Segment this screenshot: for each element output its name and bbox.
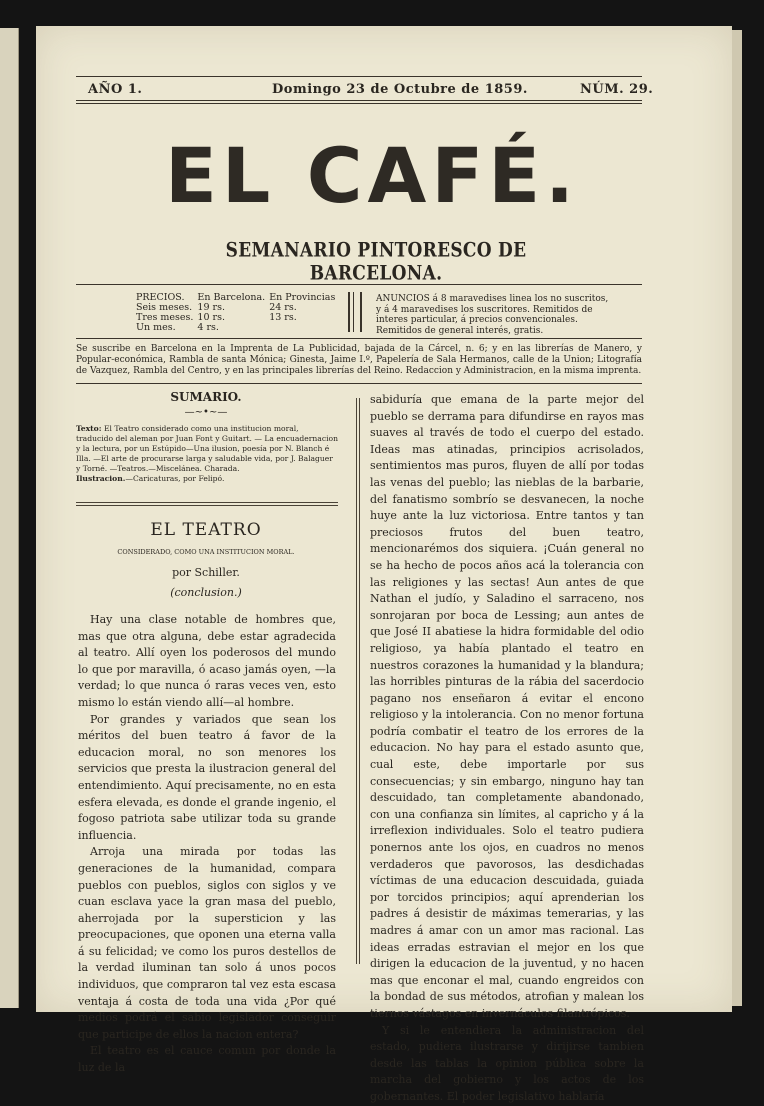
paragraph: Hay una clase notable de hombres que, mas que otra alguna, debe estar agradecida al teatro. Allí oyen los poderosos del mundo lo que por maravilla, ó acaso jamás oyen, —la verdad; lo que nunca ó raras veces ven, esto mismo lo están viendo allí—al hombre. <box>78 613 336 709</box>
paragraph: El teatro es el cauce comun por donde la luz de la <box>78 1044 336 1075</box>
price-provincias <box>269 323 339 333</box>
sumario-bottom-rule <box>76 502 338 503</box>
issue-year: AÑO 1. <box>88 82 143 97</box>
prices-table <box>136 293 339 333</box>
price-period: Un mes. <box>136 322 176 333</box>
issue-date: Domingo 23 de Octubre de 1859. <box>272 82 528 97</box>
page-right-edge <box>732 30 742 1006</box>
price-barcelona: 19 rs. <box>197 302 225 313</box>
header-rule-double <box>76 103 642 104</box>
subscription-top-rule <box>76 338 642 339</box>
paragraph: Por grandes y variados que sean los méritos del buen teatro á favor de la educacion moral, no son menores los servicios que presta la ilustracion general del entendimiento. Aquí precisamente, no en esta esfera elevada, es donde el grande ingenio, el fogoso patriota sabe utilizar toda su grande influencia. <box>78 712 336 842</box>
sumario-ilustracion-label: Ilustracion. <box>76 474 126 483</box>
article-note: (conclusion.) <box>170 586 242 599</box>
adjacent-page-edge <box>0 28 19 1008</box>
subscription-bottom-rule <box>76 383 642 384</box>
left-column <box>78 612 336 1077</box>
sumario-ilustracion: —Caricaturas, por Felipó. <box>125 474 225 483</box>
top-rule <box>76 76 642 77</box>
prices-col-provincias: En Provincias <box>269 292 336 303</box>
prices-col-barcelona: En Barcelona. <box>197 292 266 303</box>
price-barcelona: 4 rs. <box>197 322 219 333</box>
sumario-body <box>76 424 338 484</box>
prices-label: PRECIOS. <box>136 292 185 303</box>
article-title: EL TEATRO <box>150 520 262 540</box>
masthead-subtitle: SEMANARIO PINTORESCO DE BARCELONA. <box>225 239 527 285</box>
anuncios-notice: ANUNCIOS á 8 maravedises linea los no suscritos, y á 4 maravedises los suscritores. Remitidos de interes particular, á precios convencionales. Remitidos de general interés, gratis. <box>376 294 609 336</box>
header-rule <box>76 100 642 101</box>
prices-top-rule <box>76 284 642 285</box>
right-column <box>370 392 644 1106</box>
prices-box <box>136 293 346 333</box>
column-divider <box>356 398 357 964</box>
prices-separator <box>348 292 362 332</box>
column-divider-double <box>359 398 360 964</box>
article-subtitle: CONSIDERADO, COMO UNA INSTITUCION MORAL. <box>117 548 295 556</box>
issue-number: NÚM. 29. <box>580 82 654 97</box>
sumario-texto: El Teatro considerado como una institucion moral, traducido del aleman por Juan Font y Guitart. — La encuadernacion y la lectura, por un Estúpido—Una ilusion, poesía por N. Blanch é Illa. —El arte de procurarse larga y saludable vida, por J. Balaguer y Torné. —Teatros.—Miscelánea. Charada. <box>76 424 338 473</box>
masthead-title: EL CAFÉ. <box>164 131 580 220</box>
price-provincias: 24 rs. <box>269 302 297 313</box>
sumario-title: SUMARIO. <box>170 390 242 404</box>
price-barcelona: 10 rs. <box>197 312 225 323</box>
subscription-notice: Se suscribe en Barcelona en la Imprenta de La Publicidad, bajada de la Cárcel, n. 6; y en las librerías de Manero, y Popular-económica, Rambla de santa Mónica; Ginesta, Jaime I.º, Papelería de Sala Hermanos, calle de la Union; Litografía de Vazquez, Rambla del Centro, y en las principales librerías del Reino. Redaccion y Administracion, en la misma imprenta. <box>76 344 642 376</box>
price-period: Tres meses. <box>136 312 194 323</box>
sumario-texto-label: Texto: <box>76 424 102 433</box>
paragraph: Arroja una mirada por todas las generaciones de la humanidad, compara pueblos con pueblos, siglos con siglos y ve cuan esclava yace la gran masa del pueblo, aherrojada por la supersticion y las preocupaciones, que oponen una eterna valla á su felicidad; ve como los puros destellos de la verdad iluminan tan solo á unos pocos individuos, que compraron tal vez esta escasa ventaja á costa de toda una vida ¿Por qué medios podrá el sabio legislador conseguir que participe de ellos la nacion entera? <box>78 845 336 1041</box>
paragraph: Y si le entendiera la administracion del estado, pudiera ilustrarse y dirijirse tambien desde las tablas la opinion pública sobre la marcha del gobierno y los actos de los gobernantes. El poder legislativo hablaría <box>370 1023 644 1103</box>
price-provincias: 13 rs. <box>269 312 297 323</box>
paragraph: sabiduría que emana de la parte mejor del pueblo se derrama para difundirse en rayos mas suaves al través de todo el cuerpo del estado. Ideas mas atinadas, principios acrisolados, sentimientos mas puros, fluyen de allí por todas las venas del pueblo; las nieblas de la barbarie, del fanatismo sombrío se desvanecen, la noche huye ante la luz victoriosa. Entre tantos y tan preciosos frutos del buen teatro, mencionarémos dos siquiera. ¡Cuán general no se ha hecho de pocos años acá la tolerancia con las religiones y las sectas! Aun antes de que Nathan el judío, y Saladino el sarraceno, nos sonrojaran por boca de Lessing; aun antes de que José II abatiese la hidra formidable del odio religioso, ya había plantado el teatro en nuestros corazones la humanidad y la blandura; las horribles pinturas de la rábia del sacerdocio pagano nos enseñaron á evitar el encono religioso y la intolerancia. Con no menor fortuna podría combatir el teatro de los errores de la educacion. No hay para el estado asunto que, cual este, debe importarle por sus consecuencias; y sin embargo, ninguno hay tan descuidado, tan completamente abandonado, con una confianza sin límites, al capricho y á la irreflexion individuales. Solo el teatro pudiera ponernos ante los ojos, en cuadros no menos verdaderos que pavorosos, las desdichadas víctimas de una educacion descuidada, guiada por torcidos principios; aquí aprenderian los padres á desistir de máximas temerarias, y las madres á amar con un amor mas racional. Las ideas erradas estravian el mejor en los que dirigen la educacion de la juventud, y no hacen mas que enconar el mal, cuando engreidos con la bondad de sus métodos, atrofian y malean los tiernos vástagos en invernáculos filantrópicos. <box>370 393 644 1020</box>
article-author: por Schiller. <box>172 566 240 579</box>
price-period: Seis meses. <box>136 302 193 313</box>
sumario-ornament: —~•~— <box>184 407 228 418</box>
sumario-bottom-rule-double <box>76 505 338 506</box>
newspaper-page <box>36 26 732 1103</box>
